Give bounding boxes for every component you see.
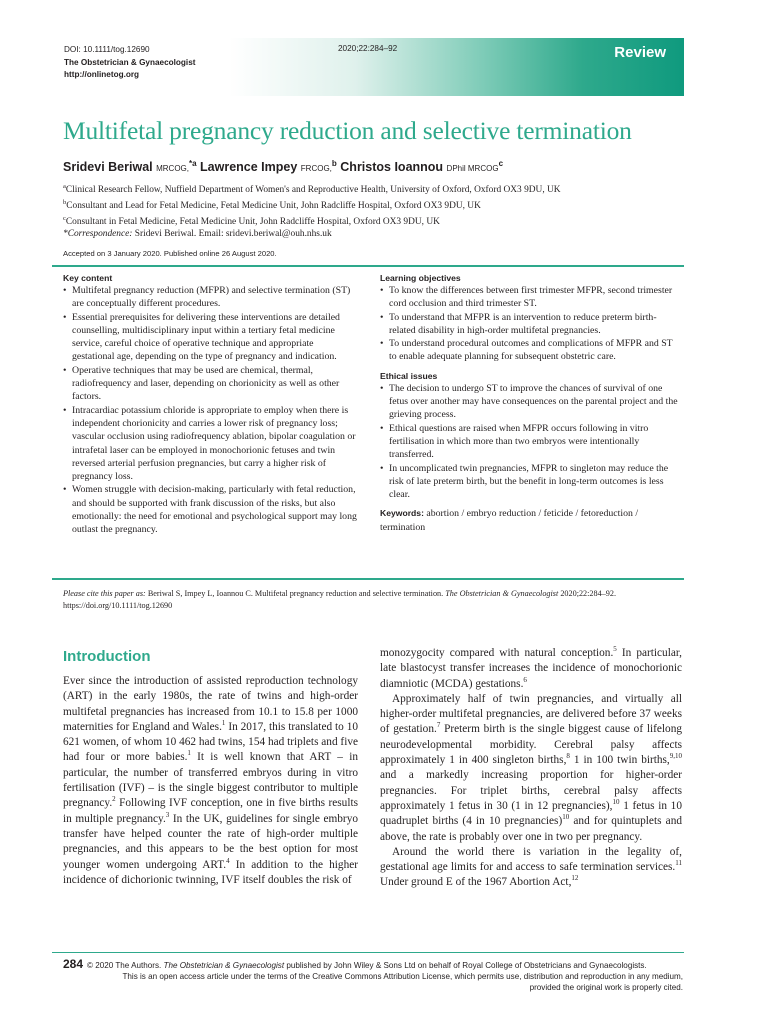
text-run: Around the world there is variation in the legality of, gestational age limits for and access to safe termination services. [380,845,682,874]
section-heading: Introduction [63,648,151,665]
text-run: It is well known that ART – in particular, the number of transferred embryos during in vitro fertilisation (IVF) – is the single biggest contributor to multiple pregnancy. [63,751,358,810]
footer-license: This is an open access article under the terms of the Creative Commons Attribution License, which permits use, distribution and reproduction in any medium, [122,971,683,981]
text-run: 1 fetus in 10 quadruplet births (4 in 10 pregnancies) [380,799,682,828]
affiliation-mark: b [63,198,67,206]
reference-mark[interactable]: 1 [221,719,226,728]
reference-mark[interactable]: 7 [436,721,441,730]
key-content-list [63,284,358,537]
author-name: Sridevi Beriwal [63,160,153,175]
text-run: Ever since the introduction of assisted reproduction technology (ART) in the early 1980s, the rate of twins and high-order multifetal pregnancies has increased from 10.1 to 15.8 per 1000 maternities for England and Wales. [63,675,358,733]
text-run: and for quintuplets and above, the rate is probably over one in two per pregnancy. [380,815,682,843]
citation-authors: Beriwal S, Impey L, Ioannou C. Multifetal pregnancy reduction and selective termination. [145,589,446,598]
page-number: 284 [63,957,84,971]
text-run: Following IVF conception, one in five births results in multiple pregnancy. [63,797,358,825]
ethical-issues-heading: Ethical issues [380,370,438,381]
box-bottom-rule [52,578,684,580]
list-item: • Essential prerequisites for delivering these interventions are detailed counselling, multidisciplinary input within a tertiary fetal medicine service, careful choice of operative technique and appropriate gestational age, depending on the type of pregnancy and indication. [63,311,358,364]
correspondence-text: Sridevi Beriwal. Email: sridevi.beriwal@ouh.nhs.uk [132,229,332,240]
list-item: • Multifetal pregnancy reduction (MFPR) and selective termination (ST) are conceptually different procedures. [63,284,358,311]
correspondence [63,228,561,241]
reference-mark[interactable]: 12 [571,874,579,883]
author-mark: b [331,159,337,168]
keywords-label: Keywords: [380,508,424,519]
reference-mark[interactable]: 11 [675,859,682,868]
list-item: • In uncomplicated twin pregnancies, MFPR to singleton may reduce the risk of late preterm birth, but the benefit in long-term outcomes is less clear. [380,462,680,502]
list-item: • To understand procedural outcomes and complications of MFPR and ST to enable adequate planning for subsequent obstetric care. [380,337,680,364]
list-item: • To understand that MFPR is an intervention to reduce preterm birth-related disability in high-order multifetal pregnancies. [380,311,680,338]
reference-mark[interactable]: 5 [613,645,617,654]
list-item: • Intracardiac potassium chloride is appropriate to employ when there is independent chorionicity and carries a lower risk of pregnancy loss; vascular occlusion using radiofrequency ablation, bipolar coagulation or intrafetal laser can be employed in monochorionic fetuses and twin reversed arterial perfusion pregnancies, but carry a higher risk of pregnancy loss. [63,404,358,484]
affiliation-text: Clinical Research Fellow, Nuffield Department of Women's and Reproductive Health, University of Oxford, Oxford OX3 9DU, UK [65,185,561,196]
footer-rule [52,952,684,953]
citation-prefix: Please cite this paper as: [63,589,146,598]
body-column-left [63,646,358,888]
author-mark: c [498,159,504,168]
reference-mark[interactable]: 9,10 [669,752,682,761]
author-list [63,159,503,174]
keywords-text: abortion / embryo reduction / feticide / fetoreduction / termination [380,508,639,533]
volume-info: 2020;22:284–92 [338,44,398,53]
footer-license-end: provided the original work is properly cited. [529,982,683,992]
footer-journal: The Obstetrician & Gynaecologist [163,961,285,970]
text-run: Under ground E of the 1967 Abortion Act, [380,876,572,889]
journal-header [0,0,768,98]
journal-name: The Obstetrician & Gynaecologist [64,57,196,67]
affiliation [63,197,561,213]
affiliation-text: Consultant and Lead for Fetal Medicine, Fetal Medicine Unit, John Radcliffe Hospital, Oxford OX3 9DU, UK [66,200,481,211]
list-item: • Ethical questions are raised when MFPR occurs following in vitro fertilisation in which more than two embryos were intentionally transferred. [380,422,680,462]
author-degree: MRCOG, [156,164,189,174]
paragraph [380,692,682,845]
list-item: • Operative techniques that may be used are chemical, thermal, radiofrequency and laser, depending on chorionicity as well as other factors. [63,364,358,404]
key-content-heading: Key content [63,273,113,283]
objectives-box [380,272,680,534]
reference-mark[interactable]: 10 [612,798,620,807]
footer-line [63,959,683,972]
article-title: Multifetal pregnancy reduction and selective termination [63,116,632,145]
reference-mark[interactable]: 1 [187,749,191,758]
paragraph [380,845,682,891]
list-item: • To know the differences between first trimester MFPR, second trimester cord occlusion and third trimester ST. [380,284,680,311]
text-run: In particular, late blastocyst transfer increases the incidence of monochorionic diamniotic (MCDA) gestations. [380,647,682,690]
box-top-rule [52,265,684,267]
text-run: monozygocity compared with natural conception. [380,647,614,659]
doi[interactable]: DOI: 10.1111/tog.12690 [64,45,150,54]
author-name: Christos Ioannou [340,160,444,175]
affiliation [63,213,561,229]
text-run: In addition to the higher incidence of dichorionic twinning, IVF itself doubles the risk of [63,858,358,886]
text-run: In the UK, guidelines for single embryo transfer have helped counter the rate of high-order multiple pregnancies, and this appears to be the best option for most younger women undergoing ART. [63,812,358,871]
text-run: Preterm birth is the single biggest cause of lifelong neurodevelopmental morbidity. Cerebral palsy affects approximately 1 in 400 singleton births, [380,723,682,767]
citation-journal: The Obstetrician & Gynaecologist [445,589,559,598]
list-item: • The decision to undergo ST to improve the chances of survival of one fetus over another may have consequences on the parental project and the grieving process. [380,382,680,422]
ethical-issues-list [380,382,680,502]
footer-text: © 2020 The Authors. [87,961,164,970]
accepted-date: Accepted on 3 January 2020. Published online 26 August 2020. [63,249,277,258]
keywords [380,507,680,534]
reference-mark[interactable]: 4 [226,856,230,865]
text-run: 1 in 100 twin births, [569,754,670,767]
author-mark: *a [189,159,197,168]
body-column-right [380,646,682,891]
learning-objectives-list [380,284,680,364]
reference-mark[interactable]: 10 [562,813,570,822]
reference-mark[interactable]: 8 [566,752,570,761]
text-run: and a markedly increasing proportion for higher-order pregnancies. For triplet births, cerebral palsy affects approximately 1 fetus in 30 (1 in 12 pregnancies), [380,769,682,812]
affiliations [63,181,561,241]
text-run: Approximately half of twin pregnancies, and virtually all higher-order multifetal pregnancies, are delivered before 37 weeks of gestation. [380,692,682,736]
text-run: In 2017, this translated to 10 621 women, of whom 10 462 had twins, 154 had triplets and five had four or more babies. [63,720,359,764]
affiliation-mark: a [63,183,66,190]
citation-rest[interactable]: 2020;22:284–92. https://doi.org/10.1111/tog.12690 [63,589,617,610]
page-footer [63,959,683,993]
footer-text: published by John Wiley & Sons Ltd on behalf of Royal College of Obstetricians and Gynaecologists. [284,961,647,970]
learning-objectives-heading: Learning objectives [380,273,461,283]
reference-mark[interactable]: 6 [523,675,527,684]
journal-url[interactable]: http://onlinetog.org [64,70,140,79]
paragraph [380,646,682,692]
author-degree: FRCOG, [300,164,332,174]
affiliation-text: Consultant in Fetal Medicine, Fetal Medicine Unit, John Radcliffe Hospital, Oxford OX3 9DU, UK [65,216,440,227]
key-content-box [63,272,358,537]
reference-mark[interactable]: 3 [165,810,170,819]
paragraph [63,674,358,888]
author-degree: DPhil MRCOG [446,164,499,174]
affiliation [63,181,561,197]
correspondence-label: *Correspondence: [63,229,133,240]
list-item: • Women struggle with decision-making, particularly with fetal reduction, and should be supported with frank discussion of the risks, but also emotionally: the need for emotional and psychological support may long outlast the pregnancy. [63,483,358,536]
affiliation-mark: c [63,214,66,222]
author-name: Lawrence Impey [200,160,298,175]
section-label: Review [614,44,666,61]
citation [63,588,693,612]
header-meta [64,44,195,82]
reference-mark[interactable]: 2 [112,795,116,804]
